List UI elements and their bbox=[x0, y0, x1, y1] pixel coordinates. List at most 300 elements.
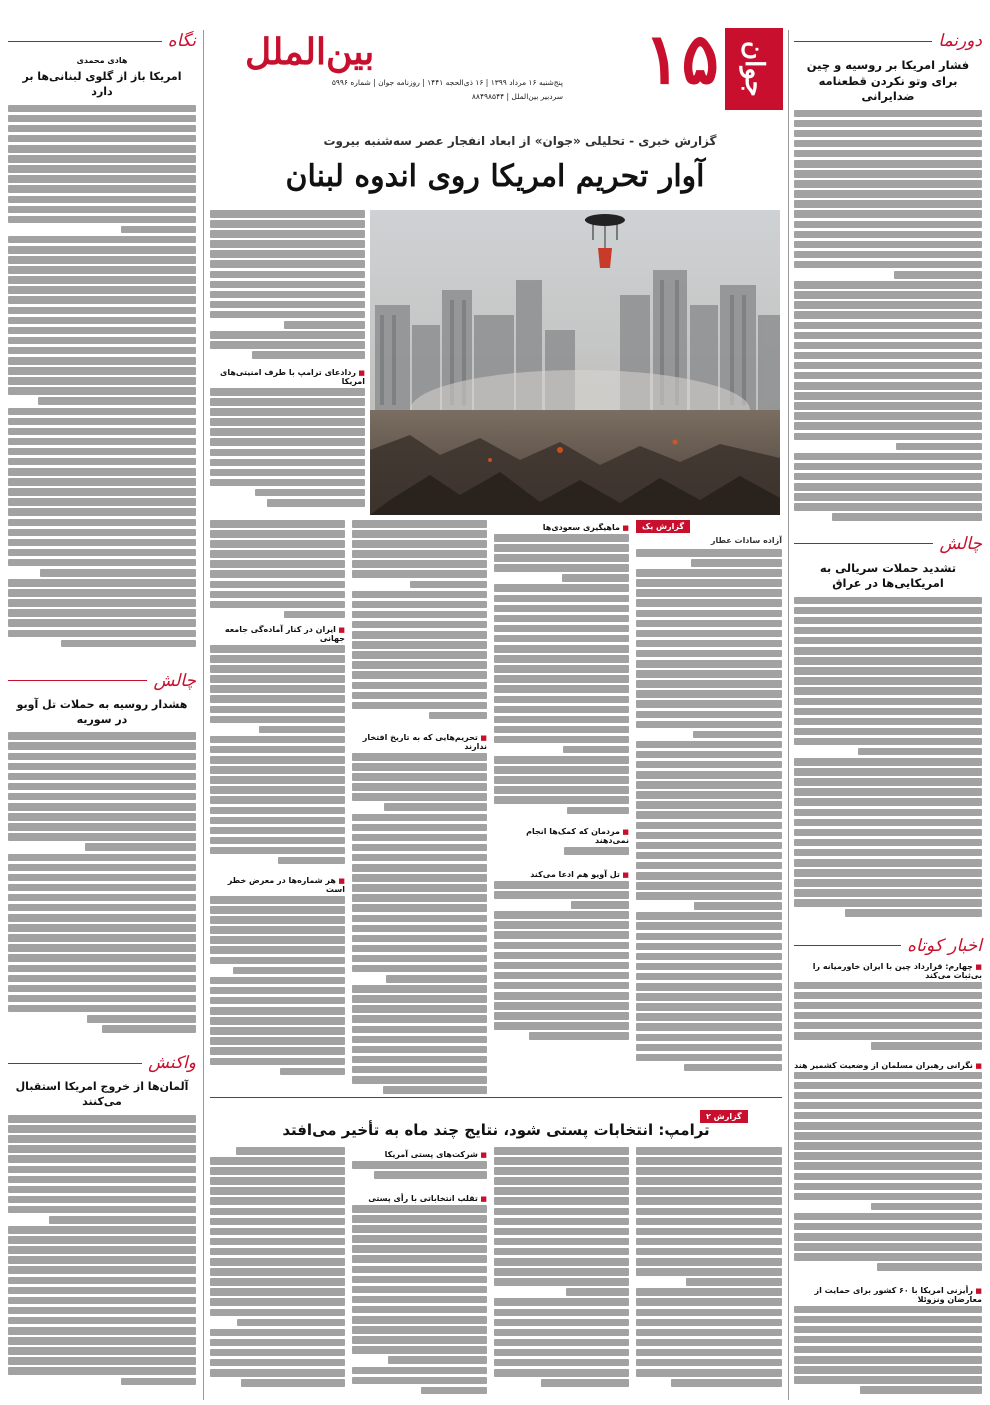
text-line bbox=[794, 839, 982, 847]
text-line bbox=[8, 266, 196, 274]
text-line bbox=[8, 579, 196, 587]
text-line bbox=[8, 975, 196, 983]
text-line bbox=[494, 1339, 629, 1347]
text-line bbox=[794, 422, 982, 430]
text-line bbox=[794, 607, 982, 615]
text-line bbox=[352, 1036, 487, 1044]
text-line bbox=[794, 180, 982, 188]
text-line bbox=[352, 1056, 487, 1064]
text-line bbox=[794, 382, 982, 390]
col-body bbox=[210, 1147, 345, 1397]
text-line bbox=[794, 859, 982, 867]
text-line bbox=[636, 700, 782, 708]
text-line bbox=[636, 1197, 782, 1205]
photo-illustration bbox=[370, 210, 780, 515]
left-article-2-body bbox=[8, 732, 196, 1042]
text-line bbox=[794, 1356, 982, 1364]
author-name: هادی محمدی bbox=[76, 56, 128, 65]
text-line bbox=[636, 791, 782, 799]
text-line bbox=[494, 635, 629, 643]
text-line bbox=[794, 342, 982, 350]
text-line bbox=[352, 995, 487, 1003]
text-line bbox=[494, 665, 629, 673]
text-line bbox=[794, 1346, 982, 1354]
text-line bbox=[894, 271, 982, 279]
right-column bbox=[794, 30, 982, 1405]
text-line bbox=[352, 763, 487, 771]
text-line bbox=[794, 473, 982, 481]
text-line bbox=[210, 271, 365, 279]
text-line bbox=[494, 1167, 629, 1175]
text-line bbox=[494, 1177, 629, 1185]
text-line bbox=[8, 944, 196, 952]
text-line bbox=[794, 667, 982, 675]
text-line bbox=[252, 351, 365, 359]
text-line bbox=[210, 530, 345, 538]
text-line bbox=[858, 748, 982, 756]
text-line bbox=[636, 1187, 782, 1195]
text-line bbox=[352, 935, 487, 943]
text-line bbox=[529, 1032, 629, 1040]
text-line bbox=[636, 993, 782, 1001]
text-line bbox=[794, 1102, 982, 1110]
text-line bbox=[210, 408, 365, 416]
text-line bbox=[8, 115, 196, 123]
text-line bbox=[794, 352, 982, 360]
text-line bbox=[636, 610, 782, 618]
text-line bbox=[636, 1023, 782, 1031]
text-line bbox=[352, 1161, 487, 1169]
text-line bbox=[8, 408, 196, 416]
text-line bbox=[8, 196, 196, 204]
text-line bbox=[210, 706, 345, 714]
main-story-col-4 bbox=[636, 520, 782, 1079]
text-line bbox=[8, 387, 196, 395]
text-line bbox=[352, 651, 487, 659]
text-line bbox=[374, 1171, 487, 1179]
text-line bbox=[636, 1258, 782, 1266]
text-line bbox=[8, 823, 196, 831]
text-line bbox=[636, 660, 782, 668]
text-line bbox=[210, 250, 365, 258]
text-line bbox=[352, 520, 487, 528]
text-line bbox=[494, 1359, 629, 1367]
text-line bbox=[8, 1287, 196, 1295]
right-headline-2: تشدید حملات سریالی به امریکایی‌ها در عراق bbox=[819, 560, 957, 591]
text-line bbox=[794, 798, 982, 806]
text-line bbox=[210, 776, 345, 784]
col-body bbox=[352, 1161, 487, 1191]
text-line bbox=[8, 1266, 196, 1274]
text-line bbox=[8, 1347, 196, 1355]
text-line bbox=[636, 1319, 782, 1327]
text-line bbox=[210, 449, 365, 457]
text-line bbox=[636, 1238, 782, 1246]
text-line bbox=[494, 1208, 629, 1216]
text-line bbox=[210, 388, 365, 396]
text-line bbox=[8, 1246, 196, 1254]
text-line bbox=[352, 591, 487, 599]
text-line bbox=[210, 1349, 345, 1357]
left-column bbox=[8, 30, 196, 1395]
text-line bbox=[636, 953, 782, 961]
text-line bbox=[61, 640, 196, 648]
text-line bbox=[494, 1022, 629, 1030]
text-line bbox=[8, 742, 196, 750]
text-line bbox=[8, 337, 196, 345]
text-line bbox=[636, 1369, 782, 1377]
text-line bbox=[352, 1276, 487, 1284]
col-body bbox=[636, 1147, 782, 1397]
text-line bbox=[794, 657, 982, 665]
text-line bbox=[8, 236, 196, 244]
report-badge-label: گزارش یک bbox=[642, 522, 684, 531]
text-line bbox=[210, 550, 345, 558]
text-line bbox=[8, 985, 196, 993]
main-kicker: گزارش خبری - تحلیلی «جوان» از ابعاد انفجار عصر سه‌شنبه بیروت bbox=[323, 134, 717, 148]
text-line bbox=[494, 786, 629, 794]
text-line bbox=[794, 1193, 982, 1201]
logo-text: جوان bbox=[739, 41, 769, 97]
text-line bbox=[421, 1387, 487, 1395]
text-line bbox=[210, 916, 345, 924]
text-line bbox=[8, 894, 196, 902]
beirut-explosion-photo bbox=[370, 210, 780, 515]
text-line bbox=[494, 776, 629, 784]
text-line bbox=[541, 1379, 629, 1387]
text-line bbox=[636, 1157, 782, 1165]
text-line bbox=[210, 1017, 345, 1025]
text-line bbox=[8, 185, 196, 193]
text-line bbox=[8, 317, 196, 325]
text-line bbox=[255, 489, 365, 497]
text-line bbox=[494, 1298, 629, 1306]
text-line bbox=[8, 1357, 196, 1365]
text-line bbox=[210, 987, 345, 995]
second-story-col-1 bbox=[210, 1147, 345, 1397]
text-line bbox=[8, 864, 196, 872]
text-line bbox=[832, 513, 982, 521]
text-line bbox=[386, 975, 487, 983]
text-line bbox=[686, 1278, 782, 1286]
text-line bbox=[352, 844, 487, 852]
text-line bbox=[352, 702, 487, 710]
text-line bbox=[210, 1157, 345, 1165]
text-line bbox=[210, 977, 345, 985]
report-badge-row bbox=[636, 520, 782, 533]
text-line bbox=[210, 847, 345, 855]
text-line bbox=[210, 281, 365, 289]
second-story-col-3 bbox=[494, 1147, 629, 1397]
text-line bbox=[352, 1367, 487, 1375]
text-line bbox=[794, 190, 982, 198]
text-line bbox=[794, 869, 982, 877]
text-line bbox=[352, 1346, 487, 1354]
text-line bbox=[794, 1022, 982, 1030]
text-line bbox=[352, 1205, 487, 1213]
text-line bbox=[636, 892, 782, 900]
text-line bbox=[210, 1218, 345, 1226]
text-line bbox=[278, 857, 346, 865]
text-line bbox=[636, 822, 782, 830]
text-line bbox=[8, 773, 196, 781]
col-body bbox=[352, 1205, 487, 1400]
text-line bbox=[794, 718, 982, 726]
text-line bbox=[210, 1047, 345, 1055]
text-line bbox=[210, 896, 345, 904]
text-line bbox=[352, 1286, 487, 1294]
text-line bbox=[8, 803, 196, 811]
text-line bbox=[494, 1197, 629, 1205]
text-line bbox=[210, 428, 365, 436]
text-line bbox=[566, 1288, 629, 1296]
section-tag-chalesh-left bbox=[8, 670, 196, 692]
text-line bbox=[210, 946, 345, 954]
text-line bbox=[794, 687, 982, 695]
text-line bbox=[794, 1316, 982, 1324]
text-line bbox=[352, 601, 487, 609]
text-line bbox=[8, 1166, 196, 1174]
text-line bbox=[8, 508, 196, 516]
text-line bbox=[210, 1339, 345, 1347]
text-line bbox=[8, 1145, 196, 1153]
text-line bbox=[794, 1032, 982, 1040]
col-body bbox=[494, 881, 629, 1051]
text-line bbox=[102, 1025, 196, 1033]
text-line bbox=[8, 813, 196, 821]
text-line bbox=[280, 1068, 345, 1076]
text-line bbox=[871, 1203, 982, 1211]
text-line bbox=[8, 904, 196, 912]
text-line bbox=[352, 1336, 487, 1344]
brief-headline: ■ رأیزنی امریکا با ۶۰ کشور برای حمایت از معارضان ونزوئلا bbox=[794, 1286, 982, 1304]
text-line bbox=[494, 736, 629, 744]
text-line bbox=[210, 1058, 345, 1066]
text-line bbox=[8, 347, 196, 355]
text-line bbox=[794, 311, 982, 319]
text-line bbox=[794, 200, 982, 208]
text-line bbox=[8, 1337, 196, 1345]
text-line bbox=[352, 814, 487, 822]
text-line bbox=[494, 1002, 629, 1010]
text-line bbox=[8, 529, 196, 537]
text-line bbox=[8, 1226, 196, 1234]
text-line bbox=[210, 685, 345, 693]
brief-1 bbox=[794, 962, 982, 1057]
text-line bbox=[636, 842, 782, 850]
text-line bbox=[8, 125, 196, 133]
col-body bbox=[210, 645, 345, 873]
main-story-col-2 bbox=[352, 520, 487, 1098]
text-line bbox=[210, 1309, 345, 1317]
text-line bbox=[494, 1349, 629, 1357]
text-line bbox=[210, 1278, 345, 1286]
text-line bbox=[8, 448, 196, 456]
text-line bbox=[794, 982, 982, 990]
text-line bbox=[794, 788, 982, 796]
text-line bbox=[794, 463, 982, 471]
text-line bbox=[794, 1002, 982, 1010]
text-line bbox=[8, 1277, 196, 1285]
second-story-col-2 bbox=[352, 1147, 487, 1400]
col-body bbox=[210, 520, 345, 622]
text-line bbox=[8, 1135, 196, 1143]
text-line bbox=[794, 1336, 982, 1344]
text-line bbox=[636, 922, 782, 930]
text-line bbox=[494, 931, 629, 939]
text-line bbox=[693, 731, 782, 739]
text-line bbox=[8, 418, 196, 426]
text-line bbox=[8, 549, 196, 557]
text-line bbox=[794, 322, 982, 330]
main-subhead-2: ■ ایران در کنار آماده‌گی جامعه جهانی bbox=[210, 625, 345, 643]
text-line bbox=[794, 1306, 982, 1314]
text-line bbox=[352, 1026, 487, 1034]
text-line bbox=[352, 540, 487, 548]
text-line bbox=[494, 675, 629, 683]
text-line bbox=[8, 854, 196, 862]
text-line bbox=[636, 1329, 782, 1337]
text-line bbox=[636, 1309, 782, 1317]
text-line bbox=[8, 619, 196, 627]
text-line bbox=[210, 479, 365, 487]
text-line bbox=[571, 901, 629, 909]
text-line bbox=[210, 520, 345, 528]
text-line bbox=[794, 647, 982, 655]
text-line bbox=[794, 1376, 982, 1384]
text-line bbox=[210, 220, 365, 228]
text-line bbox=[237, 1319, 345, 1327]
text-line bbox=[8, 630, 196, 638]
text-line bbox=[210, 1359, 345, 1367]
right-article-2-body bbox=[794, 597, 982, 927]
date-line: پنج‌شنبه ۱۶ مرداد ۱۳۹۹ | ۱۶ ذی‌الحجه ۱۴۴۱ | روزنامه جوان | شماره ۵۹۹۶ bbox=[331, 78, 563, 87]
text-line bbox=[636, 912, 782, 920]
section-title: بین‌الملل bbox=[245, 31, 375, 73]
text-line bbox=[352, 1296, 487, 1304]
text-line bbox=[210, 301, 365, 309]
text-line bbox=[210, 240, 365, 248]
text-line bbox=[794, 992, 982, 1000]
text-line bbox=[210, 675, 345, 683]
second-headline: ترامپ: انتخابات پستی شود، نتایج چند ماه به تأخیر می‌افتد bbox=[282, 1121, 710, 1139]
text-line bbox=[121, 226, 196, 234]
text-line bbox=[494, 982, 629, 990]
text-line bbox=[210, 210, 365, 218]
text-line bbox=[352, 1235, 487, 1243]
text-line bbox=[8, 965, 196, 973]
section-word: واکنش bbox=[148, 1053, 196, 1074]
main-subhead-4: ■ ماهیگیری سعودی‌ها bbox=[494, 523, 629, 532]
text-line bbox=[794, 1223, 982, 1231]
report-badge bbox=[636, 520, 690, 533]
text-line bbox=[8, 763, 196, 771]
text-line bbox=[8, 488, 196, 496]
text-line bbox=[494, 952, 629, 960]
text-line bbox=[494, 625, 629, 633]
text-line bbox=[8, 599, 196, 607]
text-line bbox=[8, 1327, 196, 1335]
main-subhead-3: ■ هر شماره‌‌ها در معرض خطر است bbox=[210, 876, 345, 894]
text-line bbox=[636, 933, 782, 941]
text-line bbox=[794, 778, 982, 786]
second-subhead-1: ■ شرکت‌های پستی آمریکا bbox=[352, 1150, 487, 1159]
text-line bbox=[8, 367, 196, 375]
text-line bbox=[636, 1339, 782, 1347]
text-line bbox=[794, 241, 982, 249]
text-line bbox=[352, 611, 487, 619]
section-tag-dornama bbox=[794, 30, 982, 52]
text-line bbox=[210, 1288, 345, 1296]
text-line bbox=[896, 443, 982, 451]
text-line bbox=[794, 150, 982, 158]
text-line bbox=[794, 1326, 982, 1334]
text-line bbox=[494, 992, 629, 1000]
text-line bbox=[8, 135, 196, 143]
text-line bbox=[562, 574, 630, 582]
text-line bbox=[352, 925, 487, 933]
text-line bbox=[794, 170, 982, 178]
text-line bbox=[8, 1005, 196, 1013]
text-line bbox=[636, 630, 782, 638]
text-line bbox=[794, 1092, 982, 1100]
text-line bbox=[636, 1044, 782, 1052]
text-line bbox=[8, 458, 196, 466]
text-line bbox=[794, 130, 982, 138]
column-divider bbox=[788, 30, 789, 1400]
text-line bbox=[636, 721, 782, 729]
text-line bbox=[636, 882, 782, 890]
text-line bbox=[352, 864, 487, 872]
text-line bbox=[352, 1266, 487, 1274]
text-line bbox=[49, 1216, 196, 1224]
text-line bbox=[636, 761, 782, 769]
text-line bbox=[694, 902, 782, 910]
text-line bbox=[8, 732, 196, 740]
text-line bbox=[210, 756, 345, 764]
text-line bbox=[636, 1248, 782, 1256]
text-line bbox=[636, 801, 782, 809]
text-line bbox=[794, 637, 982, 645]
text-line bbox=[210, 601, 345, 609]
text-line bbox=[794, 849, 982, 857]
text-line bbox=[636, 852, 782, 860]
text-line bbox=[494, 766, 629, 774]
text-line bbox=[210, 260, 365, 268]
text-line bbox=[636, 751, 782, 759]
logo-box bbox=[725, 28, 783, 110]
text-line bbox=[494, 756, 629, 764]
text-line bbox=[210, 540, 345, 548]
text-line bbox=[352, 985, 487, 993]
text-line bbox=[794, 493, 982, 501]
text-line bbox=[210, 1228, 345, 1236]
text-line bbox=[636, 811, 782, 819]
text-line bbox=[383, 1086, 487, 1094]
text-line bbox=[8, 995, 196, 1003]
text-line bbox=[794, 1082, 982, 1090]
section-tag-vakonesh bbox=[8, 1052, 196, 1074]
text-line bbox=[794, 1233, 982, 1241]
text-line bbox=[794, 120, 982, 128]
text-line bbox=[210, 459, 365, 467]
text-line bbox=[8, 377, 196, 385]
text-line bbox=[8, 874, 196, 882]
text-line bbox=[794, 889, 982, 897]
text-line bbox=[210, 560, 345, 568]
text-line bbox=[794, 392, 982, 400]
text-line bbox=[352, 570, 487, 578]
